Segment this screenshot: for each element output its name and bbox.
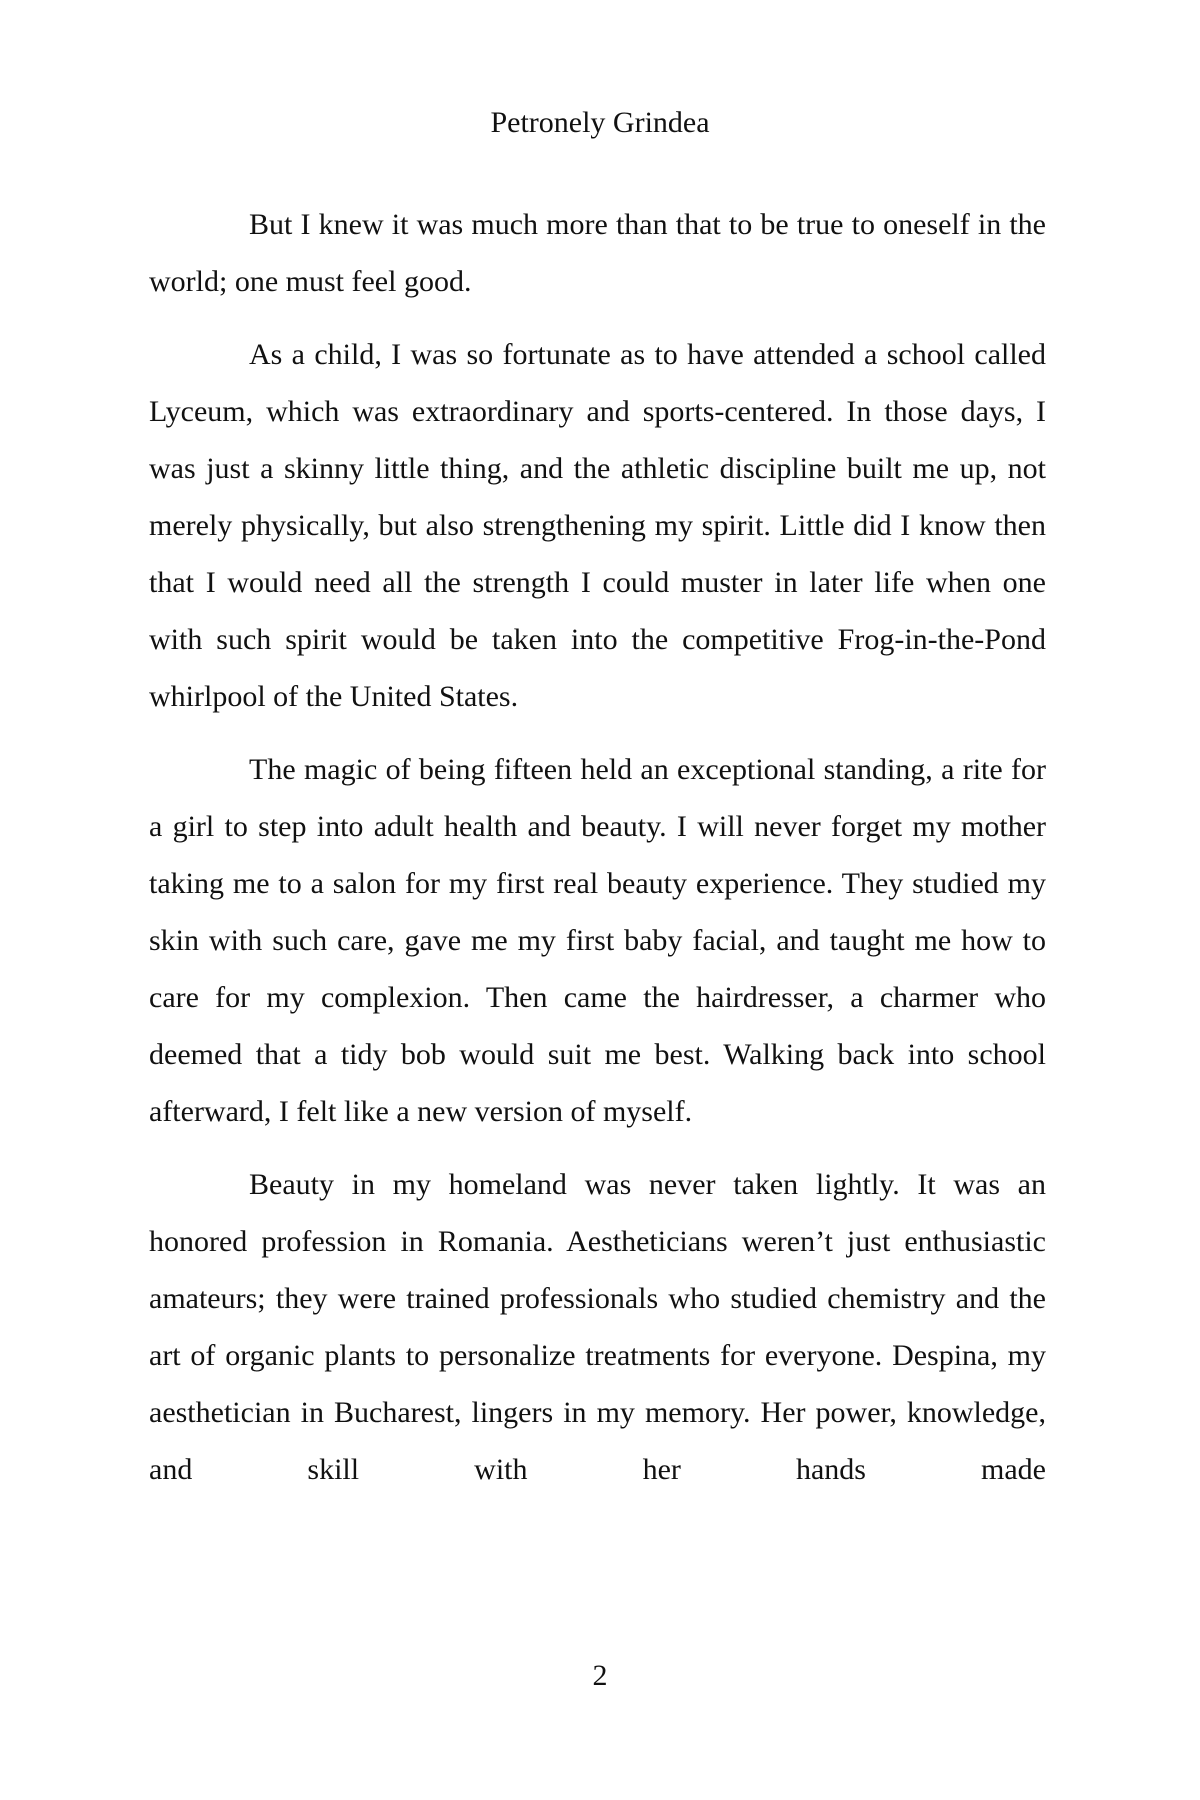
paragraph: As a child, I was so fortunate as to have attended a school called Lyceum, which was extraordinary and sports-centered. In those days, I was just a skinny little thing, and the athletic discipline built me up, not merely physically, but also strengthening my spirit. Little did I know then that I would need all the strength I could muster in later life when one with such spirit would be taken into the competitive Frog-in-the-Pond whirlpool of the United States. [149, 338, 1046, 713]
paragraph: But I knew it was much more than that to be true to oneself in the world; one must feel good. [149, 208, 1046, 298]
page-number: 2 [592, 1659, 608, 1692]
paragraph: The magic of being fifteen held an exceptional standing, a rite for a girl to step into adult health and beauty. I will never forget my mother taking me to a salon for my first real beauty experience. They studied my skin with such care, gave me my first baby facial, and taught me how to care for my complexion. Then came the hairdresser, a charmer who deemed that a tidy bob would suit me best. Walking back into school afterward, I felt like a new version of myself. [149, 753, 1046, 1128]
running-header-author: Petronely Grindea [490, 106, 710, 139]
page-body [149, 196, 1046, 1514]
paragraph: Beauty in my homeland was never taken lightly. It was an honored profession in Romania. Aestheticians weren’t just enthusiastic amateurs; they were trained professionals who studied chemistry and the art of organic plants to personalize treatments for everyone. Despina, my aesthetician in Bucharest, lingers in my memory. Her power, knowledge, and skill with her hands made [149, 1168, 1046, 1486]
